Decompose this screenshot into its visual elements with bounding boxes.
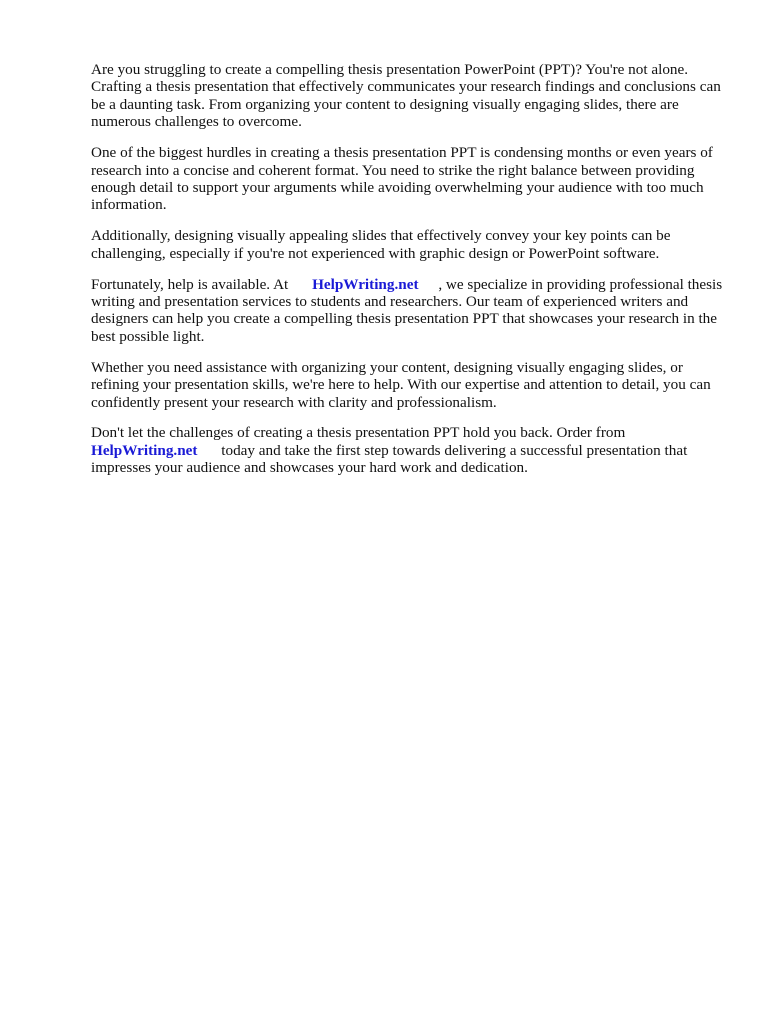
paragraph-help-rest: , we specialize in providing professional thesis writing and presentation services to students and researchers. Our team of experienced writers and designers can help you create a compelling thesis presentation PPT that showcases your research in the best possible light.: [91, 275, 723, 345]
paragraph-help-lead: Fortunately, help is available. At: [91, 275, 289, 293]
paragraph-help: [91, 276, 727, 346]
document-body: [91, 61, 727, 490]
paragraph-design: Additionally, designing visually appealing slides that effectively convey your key points can be challenging, especially if you're not experienced with graphic design or PowerPoint software.: [91, 227, 671, 262]
paragraph-order: [91, 424, 727, 476]
paragraph-hurdles: One of the biggest hurdles in creating a thesis presentation PPT is condensing months or even years of research into a concise and coherent format. You need to strike the right balance between providing enough detail to support your arguments while avoiding overwhelming your audience with too much information.: [91, 144, 713, 214]
paragraph-assistance: Whether you need assistance with organizing your content, designing visually engaging slides, or refining your presentation skills, we're here to help. With our expertise and attention to detail, you can confidently present your research with clarity and professionalism.: [91, 358, 711, 411]
paragraph-order-lead: Don't let the challenges of creating a thesis presentation PPT hold you back. Order from: [91, 424, 626, 442]
paragraph-intro: Are you struggling to create a compelling thesis presentation PowerPoint (PPT)? You're not alone. Crafting a thesis presentation that effectively communicates your research findings and conclusions can be a daunting task. From organizing your content to designing visually engaging slides, there are numerous challenges to overcome.: [91, 61, 721, 131]
helpwriting-link[interactable]: HelpWriting.net: [312, 275, 419, 293]
paragraph-order-rest: today and take the first step towards delivering a successful presentation that impresses your audience and showcases your hard work and dedication.: [91, 441, 688, 477]
helpwriting-link-order[interactable]: HelpWriting.net: [91, 441, 198, 459]
